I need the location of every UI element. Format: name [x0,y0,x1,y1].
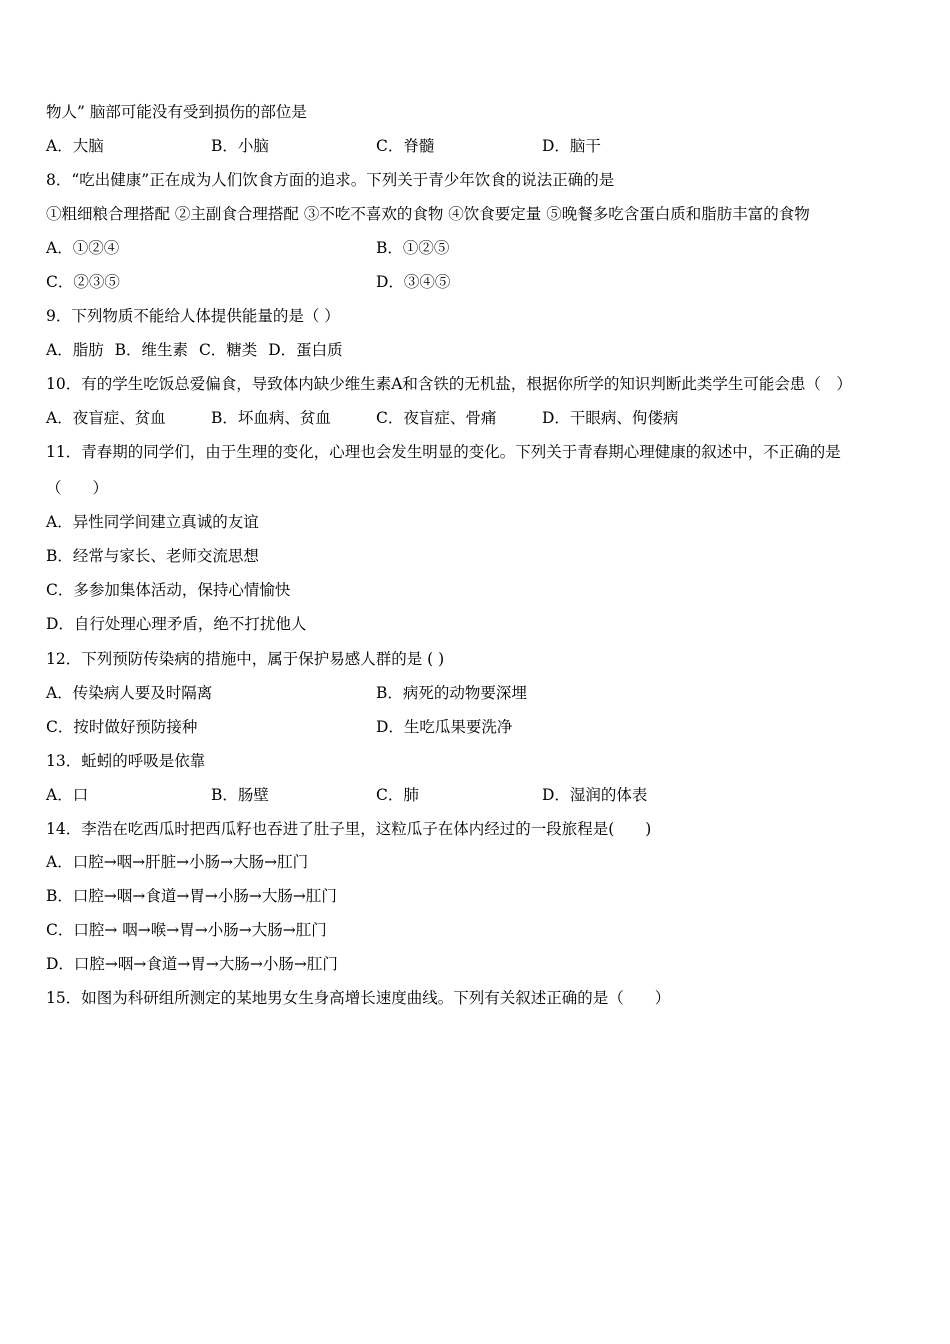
q13-options [46,784,910,806]
q7-option-a[interactable]: A．大脑 [46,137,104,155]
q8-option-d[interactable]: D．③④⑤ [376,273,451,291]
q14-option-a[interactable]: A．口腔→咽→肝脏→小肠→大肠→肛门 [46,853,309,871]
q11-stem [46,441,910,463]
q7-options [46,135,910,157]
q10-options [46,407,910,429]
q13-option-c[interactable]: C．肺 [376,786,419,804]
q11-option-d[interactable]: D．自行处理心理矛盾，绝不打扰他人 [46,615,307,633]
q13-stem-text: 13．蚯蚓的呼吸是依靠 [46,752,206,770]
q11-option-b[interactable]: B．经常与家长、老师交流思想 [46,547,259,565]
q13-option-d[interactable]: D．湿润的体表 [542,786,648,804]
q11-stem-text: 11．青春期的同学们，由于生理的变化，心理也会发生明显的变化。下列关于青春期心理健康的叙述中，不正确的是 [46,443,841,461]
q12-option-d[interactable]: D．生吃瓜果要洗净 [376,718,513,736]
q14-option-d[interactable]: D．口腔→咽→食道→胃→大肠→小肠→肛门 [46,955,338,973]
q8-option-a[interactable]: A．①②④ [46,239,120,257]
q8-option-b[interactable]: B．①②⑤ [376,239,450,257]
q8-items [46,203,910,225]
q7-option-d[interactable]: D．脑干 [542,137,601,155]
q12-stem-text: 12．下列预防传染病的措施中，属于保护易感人群的是 ( ) [46,650,445,668]
q14-option-a-row [46,851,910,873]
q7-stem [46,101,910,123]
q14-stem-text: 14．李浩在吃西瓜时把西瓜籽也吞进了肚子里，这粒瓜子在体内经过的一段旅程是( ) [46,820,652,838]
q14-stem [46,818,910,840]
q8-items-text: ①粗细粮合理搭配 ②主副食合理搭配 ③不吃不喜欢的食物 ④饮食要定量 ⑤晚餐多吃含蛋白质和脂肪丰富的食物 [46,205,810,223]
q10-option-d[interactable]: D．干眼病、佝偻病 [542,409,679,427]
q12-options-row1 [46,682,910,704]
q11-option-d-row [46,613,910,635]
q12-options-row2 [46,716,910,738]
q13-stem [46,750,910,772]
q9-stem [46,305,910,327]
q14-option-d-row [46,953,910,975]
q12-stem [46,648,910,670]
q8-options-row2 [46,271,910,293]
q10-stem [46,373,910,395]
q7-stem-text: 物人” 脑部可能没有受到损伤的部位是 [46,103,307,121]
q7-option-c[interactable]: C．脊髓 [376,137,435,155]
q9-stem-text: 9．下列物质不能给人体提供能量的是（ ） [46,307,340,325]
q13-option-a[interactable]: A．口 [46,786,89,804]
q12-option-b[interactable]: B．病死的动物要深埋 [376,684,527,702]
q15-stem [46,987,910,1009]
q12-option-a[interactable]: A．传染病人要及时隔离 [46,684,213,702]
q13-option-b[interactable]: B．肠壁 [211,786,269,804]
q10-option-a[interactable]: A．夜盲症、贫血 [46,409,166,427]
q12-option-c[interactable]: C．按时做好预防接种 [46,718,198,736]
q14-option-b-row [46,885,910,907]
q11-option-a-row [46,511,910,533]
q14-option-c-row [46,919,910,941]
q11-option-b-row [46,545,910,567]
q11-stem-paren: （ ） [46,479,109,497]
q11-option-c[interactable]: C．多参加集体活动，保持心情愉快 [46,581,291,599]
q15-stem-text: 15．如图为科研组所测定的某地男女生身高增长速度曲线。下列有关叙述正确的是（ ） [46,989,671,1007]
q10-option-b[interactable]: B．坏血病、贫血 [211,409,331,427]
q11-stem-cont [46,477,910,499]
q8-options-row1 [46,237,910,259]
q11-option-a[interactable]: A．异性同学间建立真诚的友谊 [46,513,259,531]
q9-options [46,339,910,361]
q9-options-text[interactable]: A．脂肪 B．维生素 C．糖类 D．蛋白质 [46,341,343,359]
q8-stem [46,169,910,191]
q10-option-c[interactable]: C．夜盲症、骨痛 [376,409,497,427]
q7-option-b[interactable]: B．小脑 [211,137,269,155]
q11-option-c-row [46,579,910,601]
q14-option-c[interactable]: C．口腔→ 咽→喉→胃→小肠→大肠→肛门 [46,921,327,939]
q10-stem-text: 10．有的学生吃饭总爱偏食，导致体内缺少维生素A和含铁的无机盐，根据你所学的知识判断此类学生可能会患（ ） [46,375,852,393]
q8-option-c[interactable]: C．②③⑤ [46,273,120,291]
q14-option-b[interactable]: B．口腔→咽→食道→胃→小肠→大肠→肛门 [46,887,337,905]
q8-stem-text: 8．“吃出健康”正在成为人们饮食方面的追求。下列关于青少年饮食的说法正确的是 [46,171,615,189]
